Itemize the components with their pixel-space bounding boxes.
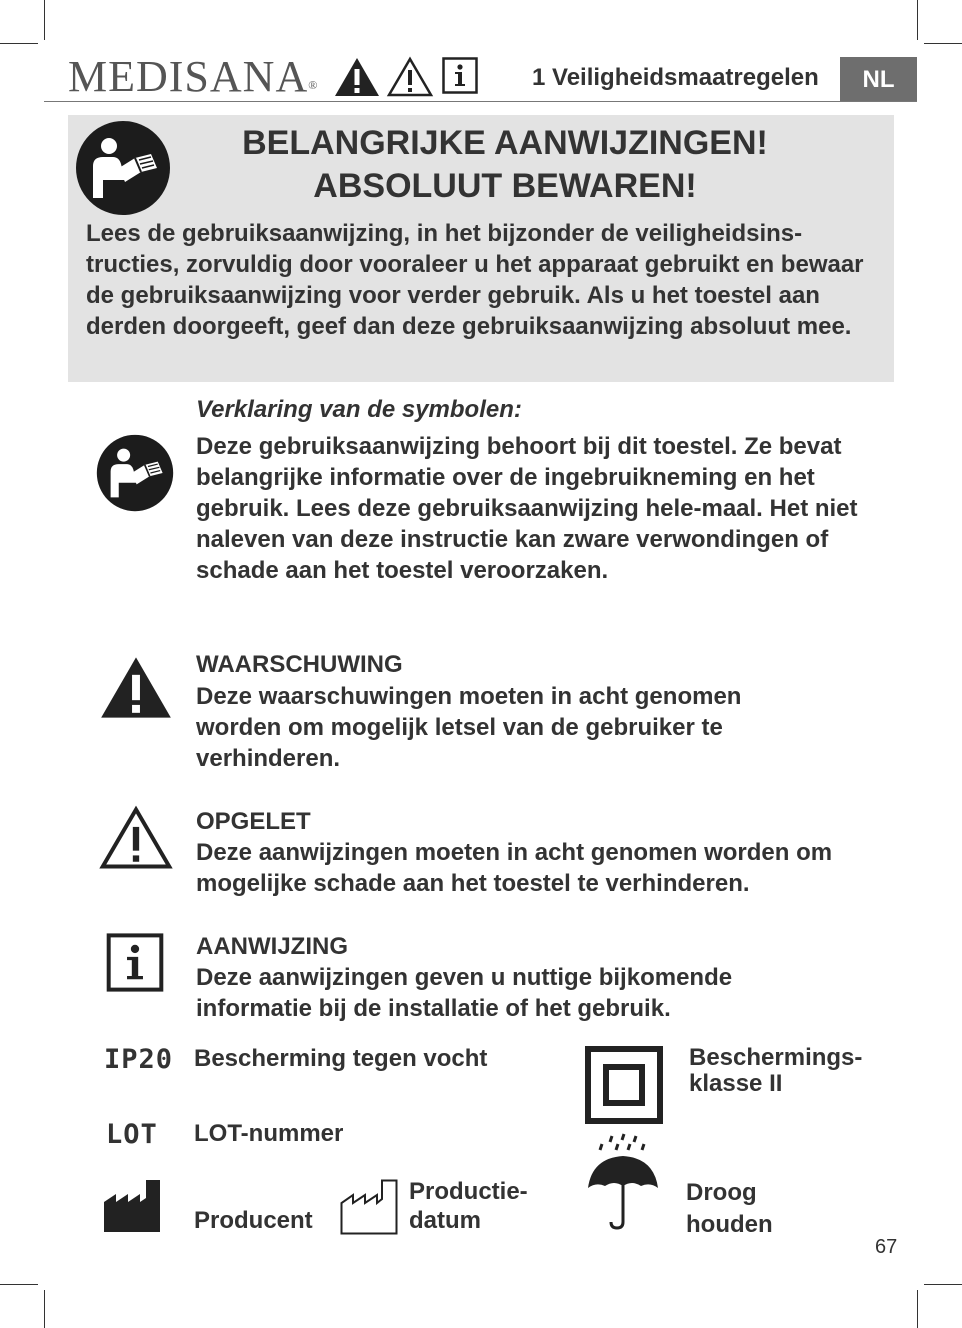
brand-name: MEDISANA xyxy=(68,52,309,101)
keep-dry-label xyxy=(686,1177,773,1241)
important-title xyxy=(150,122,860,208)
warning-filled-icon xyxy=(333,56,381,98)
producer-label: Producent xyxy=(194,1207,313,1234)
registered-mark: ® xyxy=(308,78,319,92)
protection-class-line2: klasse II xyxy=(689,1070,783,1097)
warning-filled-icon xyxy=(98,654,174,721)
important-title-line1: BELANGRIJKE AANWIJZINGEN! xyxy=(242,124,768,162)
important-body: Lees de gebruiksaanwijzing, in het bijzonder de veiligheidsins-tructies, zorvuldig door vooraleer u het apparaat gebruikt en bewaar de gebruiksaanwijzing voor verder gebruik. Als u het toestel aan derden doorgeeft, geef dan deze gebruiksaanwijzing absoluut mee. xyxy=(86,220,864,340)
brand-logo xyxy=(68,54,318,100)
protection-class-2-icon xyxy=(585,1046,663,1124)
ip20-code: IP20 xyxy=(104,1044,174,1075)
section-title: 1 Veiligheidsmaatregelen xyxy=(532,64,819,91)
warning-text: Deze waarschuwingen moeten in acht genomen worden om mogelijk letsel van de gebruiker te verhinderen. xyxy=(196,683,742,772)
production-date-line1: Productie- xyxy=(409,1178,528,1205)
page-number: 67 xyxy=(875,1236,898,1258)
header-divider xyxy=(44,101,917,102)
note-text: Deze aanwijzingen geven u nuttige bijkomende informatie bij de installatie of het gebruik. xyxy=(196,964,733,1022)
ip20-label: Bescherming tegen vocht xyxy=(194,1045,488,1072)
caution-text: Deze aanwijzingen moeten in acht genomen worden om mogelijke schade aan het toestel te verhinderen. xyxy=(196,839,833,897)
lot-code: LOT xyxy=(106,1119,158,1150)
protection-class-label xyxy=(689,1045,862,1097)
caution-title: OPGELET xyxy=(196,808,311,835)
production-date-icon xyxy=(340,1179,398,1235)
lot-label: LOT-nummer xyxy=(194,1120,344,1147)
note-title: AANWIJZING xyxy=(196,933,348,960)
crop-mark xyxy=(0,1284,38,1285)
protection-class-line1: Beschermings- xyxy=(689,1044,863,1071)
crop-mark xyxy=(44,1290,45,1328)
factory-icon xyxy=(104,1180,160,1232)
warning-outline-icon xyxy=(386,56,434,98)
production-date-label xyxy=(409,1179,528,1234)
crop-mark xyxy=(924,43,962,44)
crop-mark xyxy=(917,1290,918,1328)
manual-symbol-text: Deze gebruiksaanwijzing behoort bij dit toestel. Ze bevat belangrijke informatie over de ingebruikneming en het gebruik. Lees deze gebruiksaanwijzing hele-maal. Het niet naleven van deze instructie kan zware verwondingen of schade aan het toestel veroorzaken. xyxy=(196,433,858,584)
crop-mark xyxy=(0,43,38,44)
read-manual-icon xyxy=(96,434,174,512)
language-tab xyxy=(840,57,917,102)
info-icon xyxy=(106,933,164,992)
crop-mark xyxy=(924,1284,962,1285)
keep-dry-line1: Droog xyxy=(686,1179,757,1206)
info-icon xyxy=(442,57,478,94)
language-label: NL xyxy=(862,65,895,93)
crop-mark xyxy=(917,0,918,40)
warning-title: WAARSCHUWING xyxy=(196,651,403,678)
warning-outline-icon xyxy=(98,804,174,872)
keep-dry-line2: houden xyxy=(686,1211,773,1238)
symbols-heading: Verklaring van de symbolen: xyxy=(196,396,522,423)
production-date-line2: datum xyxy=(409,1207,481,1234)
important-title-line2: ABSOLUUT BEWAREN! xyxy=(313,167,697,205)
umbrella-keep-dry-icon xyxy=(586,1132,660,1230)
crop-mark xyxy=(44,0,45,40)
